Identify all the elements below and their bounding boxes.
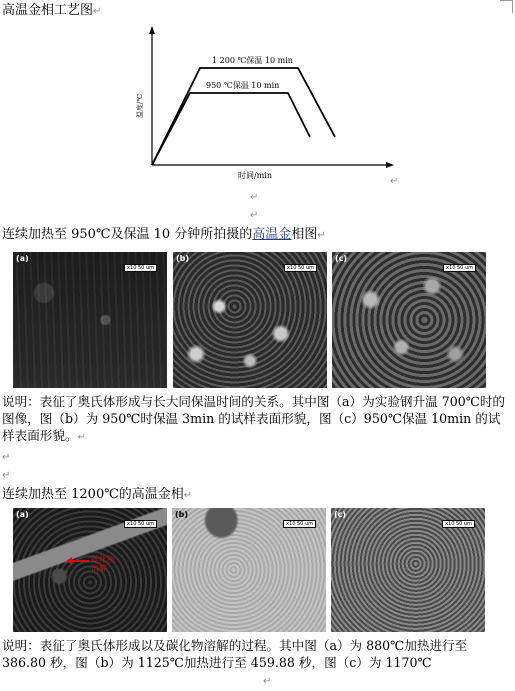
section1-caption (2, 393, 507, 446)
section1-heading-text: 连续加热至 950℃及保温 10 分钟所拍摄的 (2, 227, 253, 242)
paragraph-mark: ↵ (263, 676, 272, 687)
scale-bar: x10 50 um (284, 264, 317, 272)
section1-caption-text: 说明：表征了奥氏体形成与长大同保温时间的关系。其中图（a）为实验钢升温 700℃时的图像，图（b）为 950℃时保温 3min 的试样表面形貌，图（c）950℃保温 10min 的试样表面形貌。 (2, 394, 506, 443)
panel-label: (a) (16, 254, 29, 263)
title-text: 高温金相工艺图 (2, 3, 94, 18)
page-corner-mark (500, 0, 513, 13)
paragraph-mark: ↵ (2, 452, 11, 463)
scale-bar: x10 50 um (124, 520, 157, 528)
panel-label: (c) (335, 254, 348, 263)
paragraph-mark: ↵ (250, 210, 259, 221)
scale-bar: x10 50 um (124, 264, 157, 272)
x-axis-label: 时间/min (238, 171, 272, 180)
y-axis-arrow (149, 26, 155, 34)
y-axis-label: 温度/℃ (136, 93, 144, 118)
paragraph-mark: ↵ (2, 470, 11, 481)
paragraph-mark: ↵ (317, 230, 326, 241)
section2-heading (2, 487, 192, 504)
panel-label: (a) (16, 510, 29, 519)
micrograph-1200-b (172, 508, 326, 632)
scale-bar: x10 50 um (442, 520, 475, 528)
annotation-arrow (71, 560, 89, 562)
section2-caption-text: 说明：表征了奥氏体形成以及碳化物溶解的过程。其中图（a）为 880℃加热进行至 386.80 秒，图（b）为 1125℃加热进行至 459.88 秒，图（c）为 1170℃ (2, 638, 468, 670)
process-diagram (130, 20, 400, 190)
section2-caption (2, 637, 507, 671)
paragraph-mark: ↵ (93, 6, 102, 17)
section2-heading-text: 连续加热至 1200℃的高温金相 (2, 487, 184, 502)
panel-label: (b) (176, 254, 190, 263)
annotation-arrow-head (66, 557, 72, 565)
scale-bar: x10 50 um (443, 264, 476, 272)
x-axis-arrow (386, 162, 394, 168)
paragraph-mark: ↵ (77, 432, 86, 443)
micrograph-1200-c (331, 508, 485, 632)
page-title (2, 3, 101, 20)
section1-heading-link[interactable]: 高温金 (252, 227, 292, 242)
section1-heading-suffix: 相图 (291, 227, 318, 242)
carbide-annotation: 碳化物溶解 (91, 555, 115, 573)
paragraph-mark: ↵ (183, 490, 193, 501)
panel-label: (c) (334, 510, 347, 519)
curve-950 (152, 93, 310, 165)
panel-label: (b) (175, 510, 189, 519)
micrograph-1200-a (13, 508, 167, 632)
section1-heading (2, 227, 326, 244)
micrograph-950-b (173, 252, 327, 388)
paragraph-mark: ↵ (250, 192, 259, 203)
micrograph-950-a (13, 252, 167, 388)
label-1200: 1 200 ℃保温 10 min (212, 56, 293, 65)
label-950: 950 ℃保温 10 min (206, 81, 280, 90)
paragraph-mark: ↵ (390, 176, 399, 187)
micrograph-950-c (332, 252, 486, 388)
scale-bar: x10 50 um (283, 520, 316, 528)
